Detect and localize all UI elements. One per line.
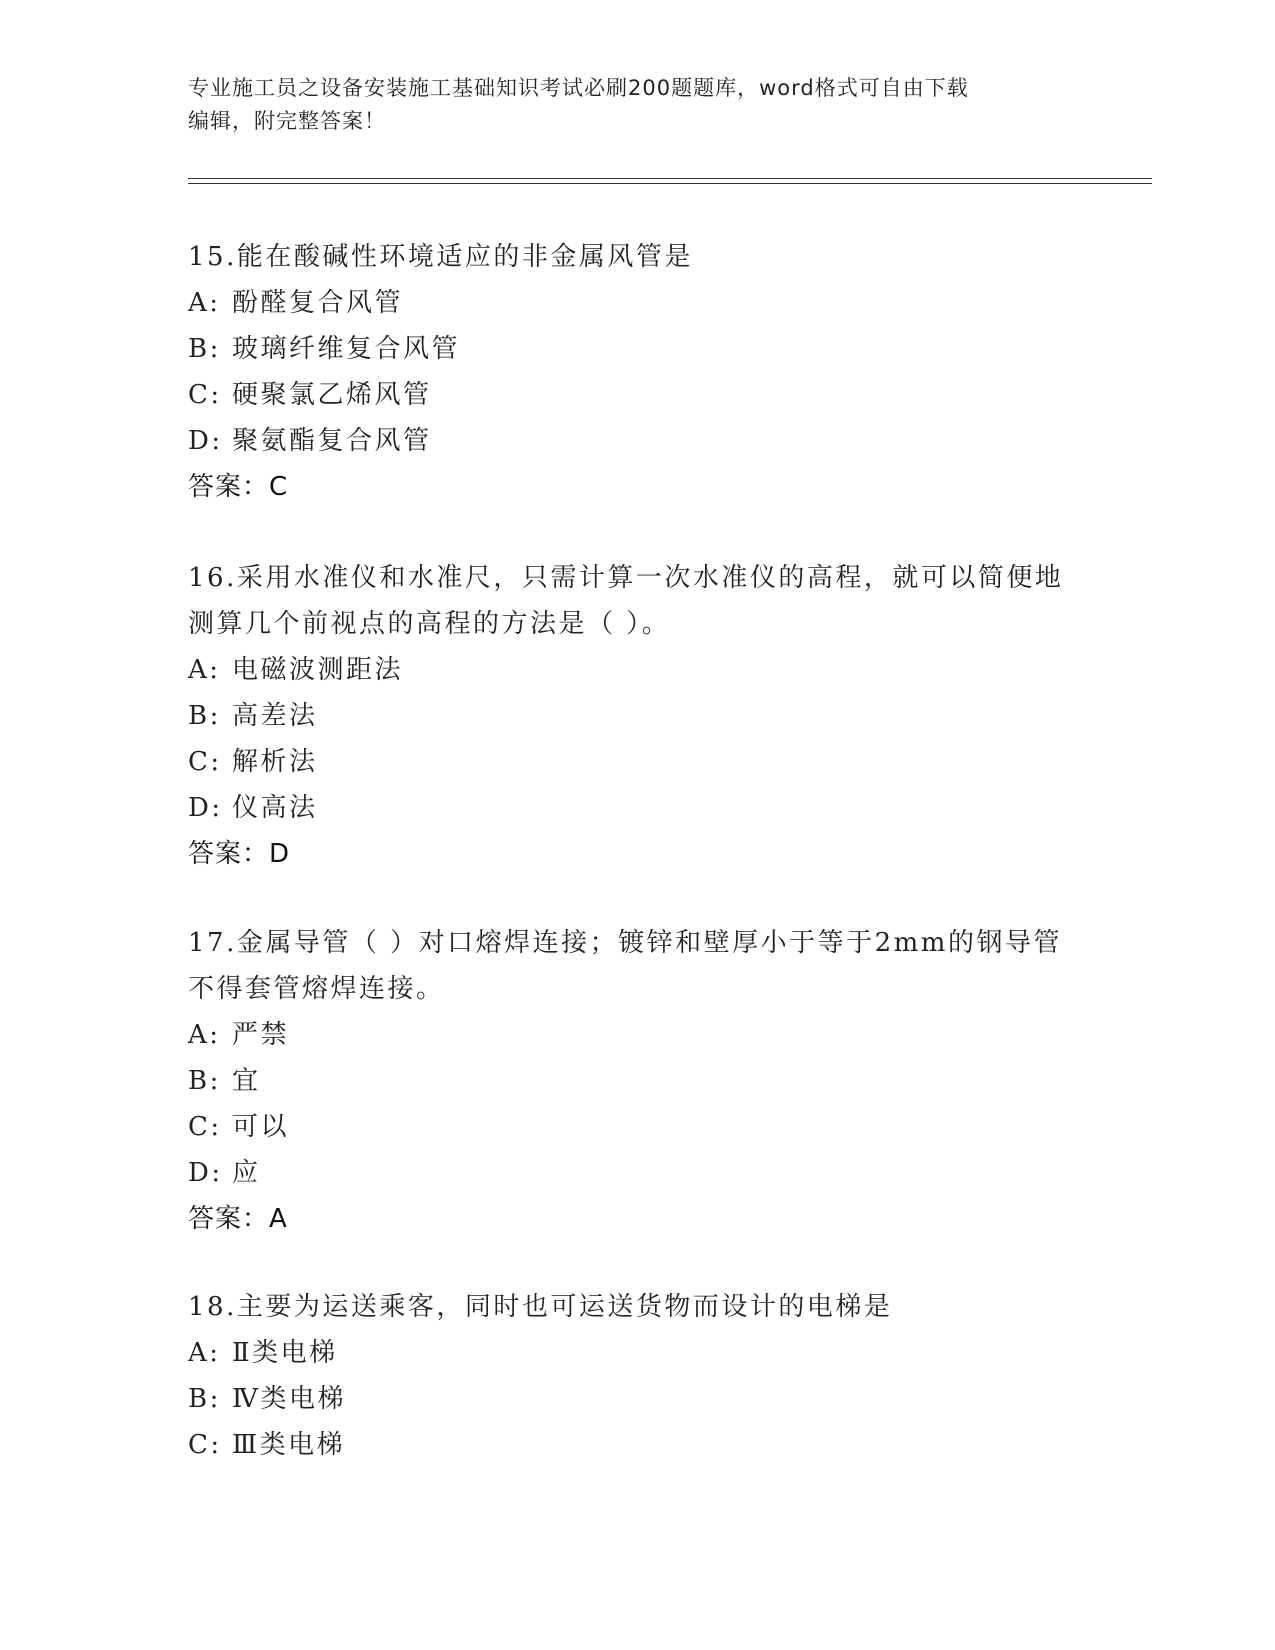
option-text: 仪高法 <box>232 793 318 823</box>
option-text: 应 <box>232 1158 261 1188</box>
header-line-1: 专业施工员之设备安装施工基础知识考试必刷200题题库，word格式可自由下载 <box>188 76 969 100</box>
option-letter: A: <box>188 655 221 685</box>
header-divider-bottom <box>188 183 1152 184</box>
answer-line: 答案：A <box>188 1204 288 1234</box>
option-d <box>188 1150 1088 1196</box>
option-b <box>188 1058 1088 1104</box>
option-letter: C: <box>188 747 222 777</box>
option-d <box>188 418 1088 464</box>
answer-line: 答案：D <box>188 839 291 869</box>
option-a <box>188 647 1088 693</box>
question-15 <box>188 234 1088 510</box>
question-stem: 18.主要为运送乘客，同时也可运送货物而设计的电梯是 <box>188 1292 893 1322</box>
question-stem-line-2: 测算几个前视点的高程的方法是（ ）。 <box>188 609 671 639</box>
option-c <box>188 372 1088 418</box>
option-a <box>188 1330 1088 1376</box>
option-letter: B: <box>188 334 221 364</box>
question-stem: 15.能在酸碱性环境适应的非金属风管是 <box>188 242 693 272</box>
question-stem-line-1: 16.采用水准仪和水准尺，只需计算一次水准仪的高程，就可以简便地 <box>188 563 1064 593</box>
option-letter: D: <box>188 793 223 823</box>
option-text: 聚氨酯复合风管 <box>232 426 432 456</box>
option-text: Ⅱ类电梯 <box>232 1338 338 1368</box>
option-letter: C: <box>188 380 222 410</box>
header-divider-top <box>188 178 1152 179</box>
option-text: 严禁 <box>232 1020 290 1050</box>
option-d <box>188 785 1088 831</box>
option-text: Ⅲ类电梯 <box>232 1430 346 1460</box>
option-letter: A: <box>188 1020 221 1050</box>
option-letter: C: <box>188 1430 222 1460</box>
option-text: 高差法 <box>232 701 318 731</box>
question-17 <box>188 920 1088 1242</box>
option-text: 解析法 <box>232 747 318 777</box>
option-letter: B: <box>188 1066 221 1096</box>
option-a <box>188 1012 1088 1058</box>
question-stem-line-2: 不得套管熔焊连接。 <box>188 974 445 1004</box>
option-text: 宜 <box>232 1066 261 1096</box>
option-text: 硬聚氯乙烯风管 <box>232 380 432 410</box>
option-text: 玻璃纤维复合风管 <box>232 334 461 364</box>
document-header <box>188 72 1088 138</box>
header-line-2: 编辑，附完整答案！ <box>188 109 386 133</box>
question-16 <box>188 555 1088 877</box>
option-c <box>188 739 1088 785</box>
option-b <box>188 1376 1088 1422</box>
question-stem-line-1: 17.金属导管（ ）对口熔焊连接；镀锌和壁厚小于等于2mm的钢导管 <box>188 928 1062 958</box>
option-text: Ⅳ类电梯 <box>232 1384 346 1414</box>
option-letter: A: <box>188 1338 221 1368</box>
option-c <box>188 1422 1088 1468</box>
option-letter: B: <box>188 701 221 731</box>
option-b <box>188 326 1088 372</box>
option-b <box>188 693 1088 739</box>
option-letter: D: <box>188 426 223 456</box>
answer-line: 答案：C <box>188 472 289 502</box>
option-letter: A: <box>188 288 221 318</box>
option-letter: D: <box>188 1158 223 1188</box>
option-letter: B: <box>188 1384 221 1414</box>
option-c <box>188 1104 1088 1150</box>
option-text: 可以 <box>232 1112 290 1142</box>
option-letter: C: <box>188 1112 222 1142</box>
option-text: 电磁波测距法 <box>232 655 404 685</box>
question-18 <box>188 1284 1088 1468</box>
option-text: 酚醛复合风管 <box>232 288 404 318</box>
option-a <box>188 280 1088 326</box>
